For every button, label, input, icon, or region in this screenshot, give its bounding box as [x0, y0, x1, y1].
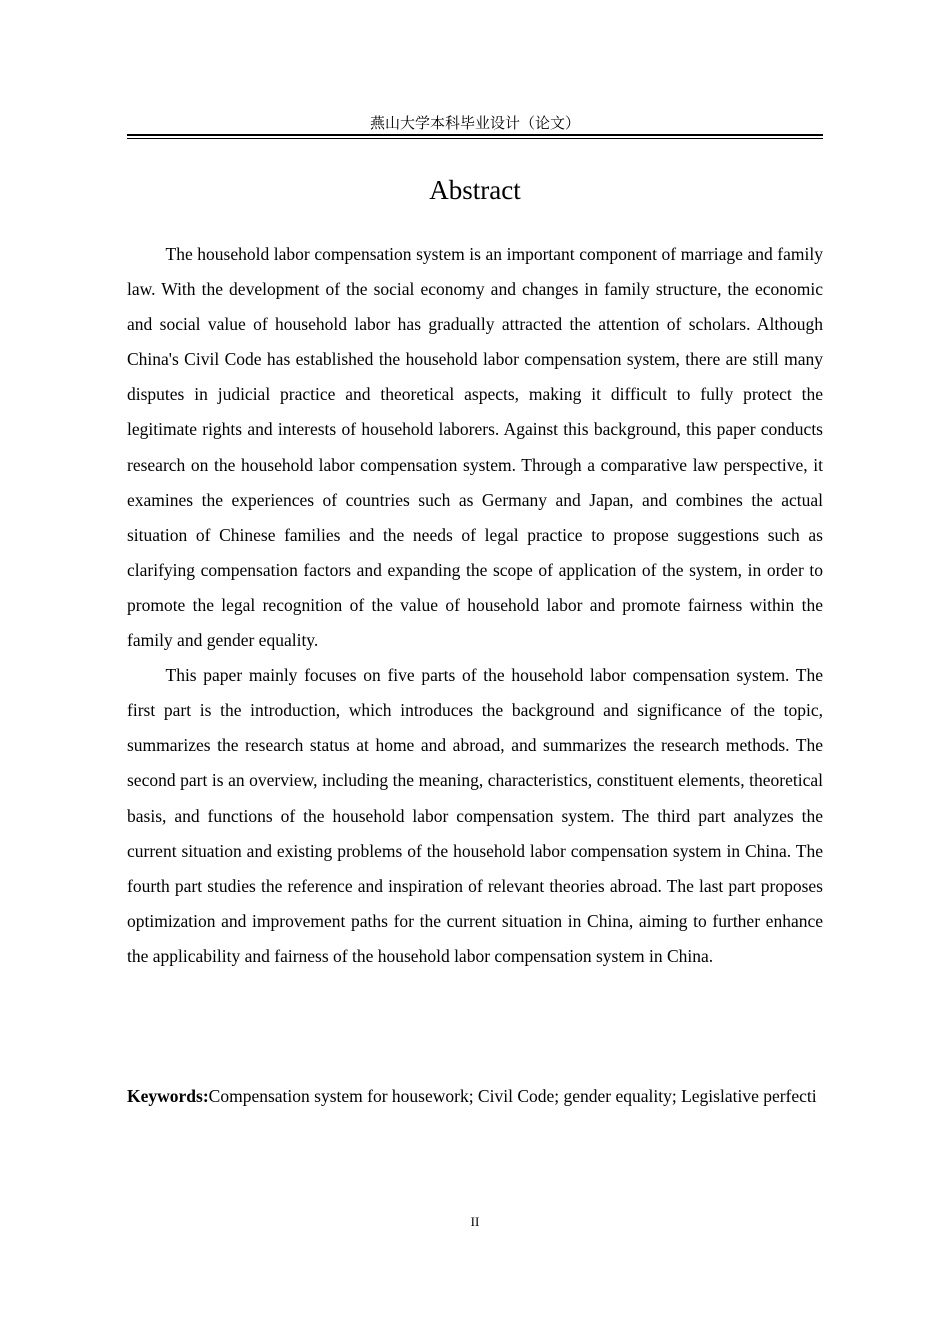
- header-rule-thin: [127, 138, 823, 139]
- header-rule-thick: [127, 134, 823, 136]
- abstract-body: [127, 237, 823, 974]
- keywords-label: Keywords:: [127, 1086, 209, 1106]
- running-header: 燕山大学本科毕业设计（论文）: [369, 114, 580, 132]
- abstract-title: Abstract: [429, 175, 521, 205]
- keywords-block: [127, 1079, 823, 1114]
- abstract-paragraph-1: The household labor compensation system is an important component of marriage and family law. With the development of the social economy and changes in family structure, the economic and social value of household labor has gradually attracted the attention of scholars. Although China's Civil Code has established the household labor compensation system, there are still many disputes in judicial practice and theoretical aspects, making it difficult to fully protect the legitimate rights and interests of household laborers. Against this background, this paper conducts research on the household labor compensation system. Through a comparative law perspective, it examines the experiences of countries such as Germany and Japan, and combines the actual situation of Chinese families and the needs of legal practice to propose suggestions such as clarifying compensation factors and expanding the scope of application of the system, in order to promote the legal recognition of the value of household labor and promote fairness within the family and gender equality.: [127, 244, 823, 651]
- keywords-text: Compensation system for housework; Civil Code; gender equality; Legislative perfecti: [208, 1086, 817, 1106]
- page-number: II: [470, 1214, 480, 1229]
- abstract-paragraph-2: This paper mainly focuses on five parts of the household labor compensation system. The first part is the introduction, which introduces the background and significance of the topic, summarizes the research status at home and abroad, and summarizes the research methods. The second part is an overview, including the meaning, characteristics, constituent elements, theoretical basis, and functions of the household labor compensation system. The third part analyzes the current situation and existing problems of the household labor compensation system in China. The fourth part studies the reference and inspiration of relevant theories abroad. The last part proposes optimization and improvement paths for the current situation in China, aiming to further enhance the applicability and fairness of the household labor compensation system in China.: [127, 665, 823, 966]
